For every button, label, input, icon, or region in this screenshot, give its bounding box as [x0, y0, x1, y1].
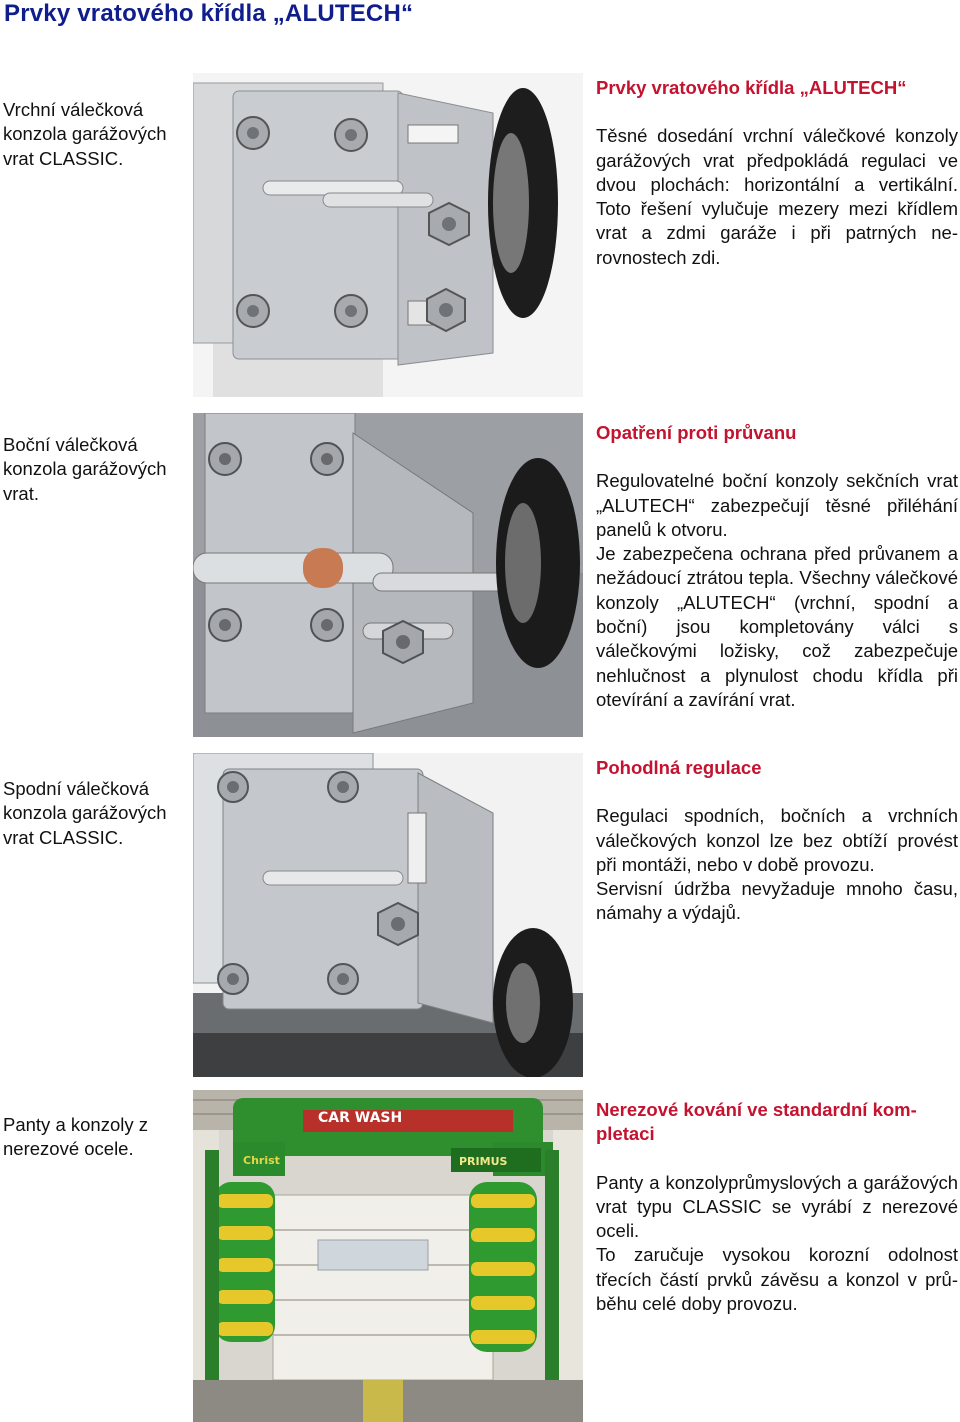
caption-stainless-hinges: Panty a konzoly z nerezové ocele.: [3, 1114, 148, 1160]
section-paragraph: To zaručuje vysokou korozní odolnost třecích částí prvků závěsu a konzol v průběhu celé doby provozu.: [596, 1244, 958, 1315]
carwash-photo: [193, 1090, 583, 1422]
section-heading: Pohodlná regulace: [596, 757, 762, 778]
section-paragraph: Regulovatelné boční konzoly sekčních vrat „ALUTECH“ zabezpečují těsné přiléhání panelů k otvoru.: [596, 470, 958, 540]
caption-bottom-bracket: Spodní válečková konzola garážových vrat CLASSIC.: [3, 778, 167, 848]
caption-side-bracket: Boční válečková konzola garážových vrat.: [3, 434, 167, 504]
top-roller-bracket-photo: [193, 73, 583, 397]
page-title: Prvky vratového křídla „ALUTECH“: [4, 0, 414, 27]
caption-top-bracket: Vrchní válečková konzola garážových vrat CLASSIC.: [3, 99, 167, 169]
section-heading: Nerezové kování ve standardní kompletaci: [596, 1099, 917, 1145]
side-roller-bracket-photo: [193, 413, 583, 737]
bottom-roller-bracket-photo: [193, 753, 583, 1077]
christ-logo-text: Christ: [243, 1154, 280, 1167]
section-paragraph: Je zabezpečena ochrana před průvanem a nežádoucí ztrátou tepla. Všechny válečkové konzoly „ALUTECH“ (vrchní, spodní a boční) jsou kompletovány válci s válečkovými ložisky, což zabezpečuje nehlučnost a plynulost chodu křídla při otevírání a zavírání vrat.: [596, 543, 958, 710]
section-heading: Prvky vratového křídla „ALUTECH“: [596, 77, 907, 98]
section-paragraph: Servisní údržba nevyžaduje mnoho času, námahy a výdajů.: [596, 878, 958, 924]
section-stainless-text: [596, 1098, 958, 1316]
section-paragraph: Panty a konzolyprůmyslových a garážových vrat typu CLASSIC se vyrábí z nerezové oceli.: [596, 1171, 958, 1242]
section-bottom-bracket-text: [596, 756, 958, 926]
carwash-sign-text: CAR WASH: [318, 1110, 403, 1126]
section-paragraph: Těsné dosedání vrchní válečkové konzoly garážových vrat předpokládá regulaci ve dvou plochách: horizontální a vertikální. Toto řešení vylučuje mezery mezi křídlem vrat a zdmi garáže i při patrných nerovnostech zdi.: [596, 125, 958, 268]
primus-logo-text: PRIMUS: [459, 1155, 508, 1168]
section-heading: Opatření proti průvanu: [596, 422, 797, 443]
section-paragraph: Regulaci spodních, bočních a vrchních válečkových konzol lze bez obtíží provést při montáži, nebo v době provozu.: [596, 805, 958, 875]
section-top-bracket-text: [596, 76, 958, 270]
section-side-bracket-text: [596, 421, 958, 712]
